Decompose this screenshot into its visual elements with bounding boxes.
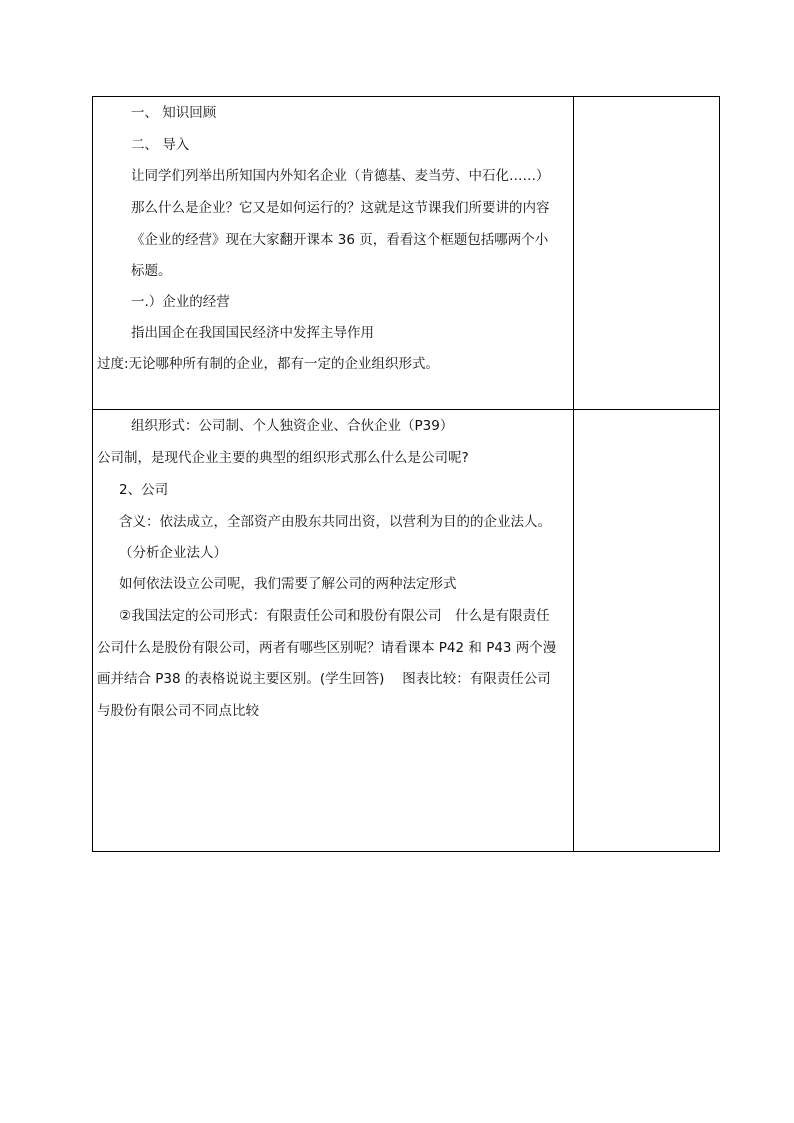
text-line: 标题。 <box>131 263 172 279</box>
text-line: 指出国企在我国国民经济中发挥主导作用 <box>131 325 374 341</box>
text-line: 让同学们列举出所知国内外知名企业（肯德基、麦当劳、中石化……） <box>131 168 550 184</box>
heading-introduction: 二、 导入 <box>131 137 190 153</box>
text-line: 组织形式：公司制、个人独资企业、合伙企业（P39） <box>131 418 454 434</box>
subheading-enterprise-operation: 一.）企业的经营 <box>131 294 230 310</box>
table-row <box>93 97 719 409</box>
transition-line: 过度:无论哪种所有制的企业，都有一定的企业组织形式。 <box>97 356 440 372</box>
lesson-content-cell <box>93 97 574 409</box>
text-line: 含义：依法成立，全部资产由股东共同出资，以营利为目的的企业法人。 <box>119 514 551 530</box>
text-line: 公司什么是股份有限公司，两者有哪些区别呢？请看课本 P42 和 P43 两个漫 <box>97 640 557 656</box>
text-line: 与股份有限公司不同点比较 <box>97 703 259 719</box>
notes-cell <box>574 97 719 409</box>
text-line: （分析企业法人） <box>119 545 227 561</box>
lesson-content-cell <box>93 410 574 851</box>
text-line: 公司制，是现代企业主要的典型的组织形式那么什么是公司呢? <box>97 450 469 466</box>
notes-cell <box>574 410 719 851</box>
text-line: 画并结合 P38 的表格说说主要区别。(学生回答) 图表比较：有限责任公司 <box>97 671 551 687</box>
text-line: 《企业的经营》现在大家翻开课本 36 页，看看这个框题包括哪两个小 <box>131 232 549 248</box>
text-line: 那么什么是企业？它又是如何运行的？这就是这节课我们所要讲的内容 <box>131 200 550 216</box>
text-line: ②我国法定的公司形式：有限责任公司和股份有限公司 什么是有限责任 <box>119 608 550 624</box>
heading-knowledge-review: 一、 知识回顾 <box>131 105 217 121</box>
text-line: 如何依法设立公司呢，我们需要了解公司的两种法定形式 <box>119 576 457 592</box>
lesson-plan-table <box>92 96 720 852</box>
table-row <box>93 409 719 851</box>
subheading-company: 2、公司 <box>119 482 169 498</box>
